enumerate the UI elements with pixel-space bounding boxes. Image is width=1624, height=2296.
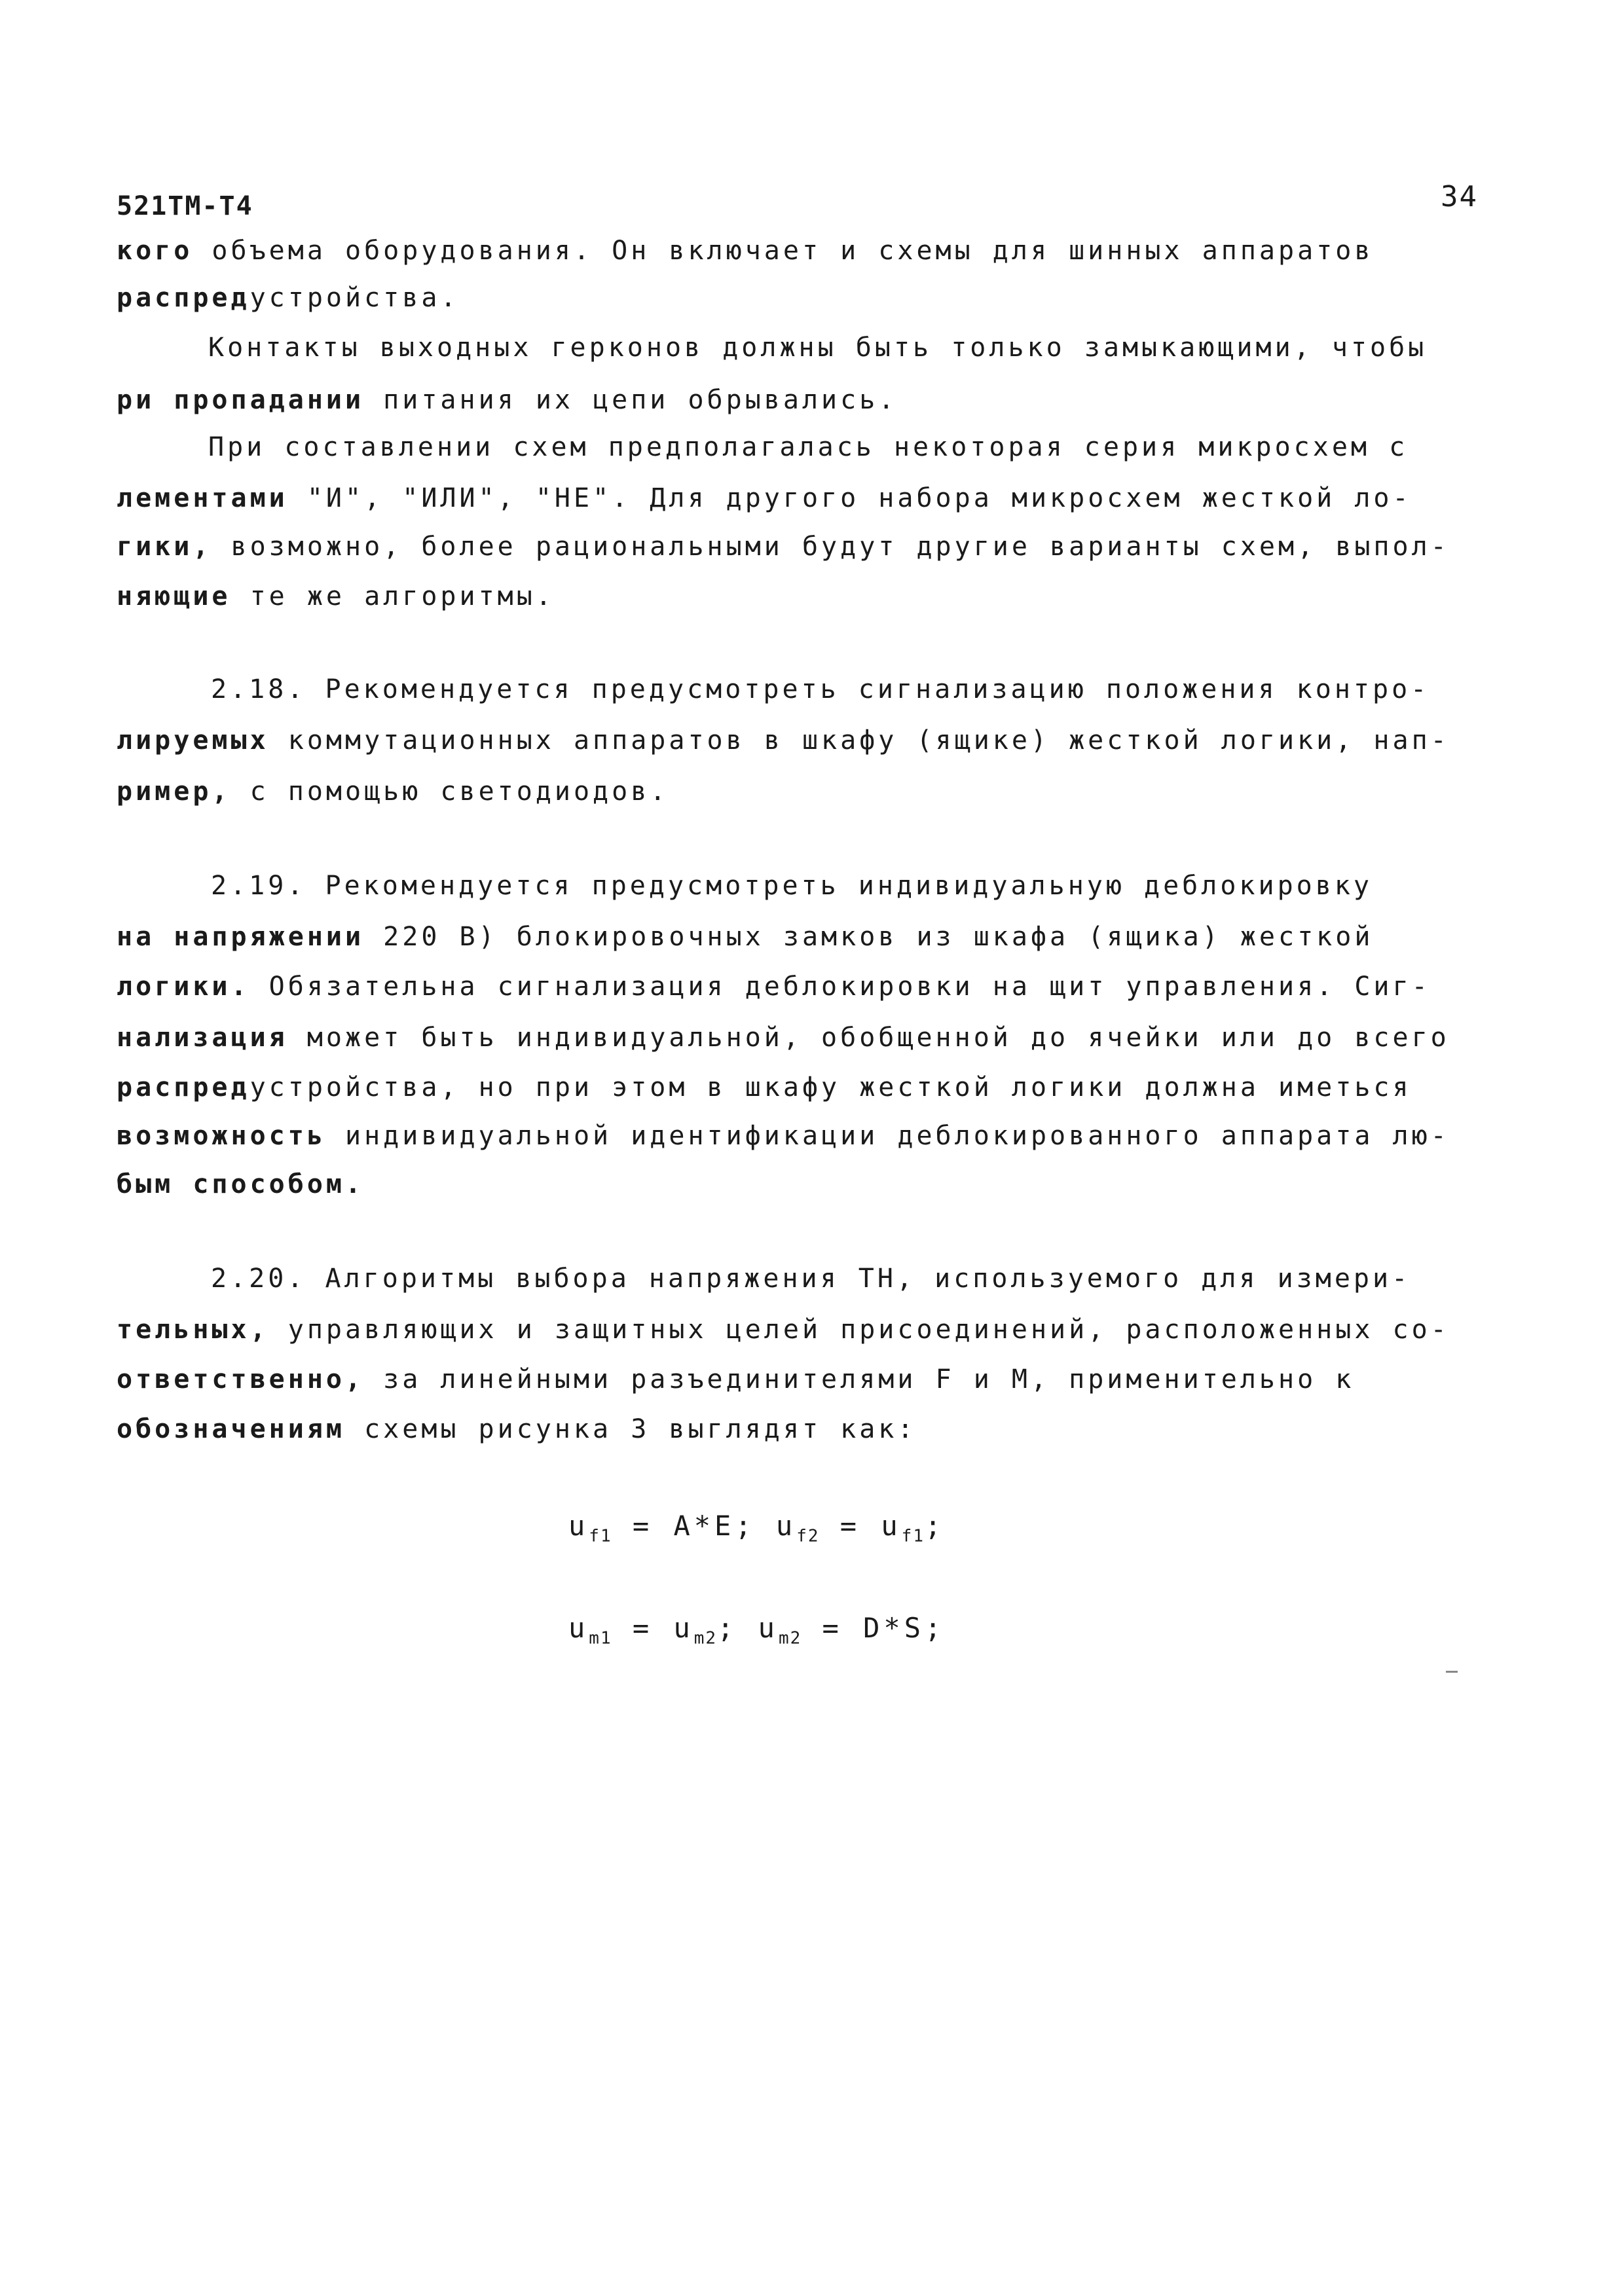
text-line: тельных, управляющих и защитных целей присоединений, расположенных со- <box>117 1315 1450 1345</box>
scan-mark <box>1446 1671 1458 1673</box>
page-number: 34 <box>1441 180 1478 213</box>
text-line: 2.20. Алгоритмы выбора напряжения ТН, используемого для измери- <box>211 1264 1411 1294</box>
text-line: логики. Обязательна сигнализация деблокировки на щит управления. Сиг- <box>117 972 1431 1002</box>
text-line: няющие те же алгоритмы. <box>117 581 555 611</box>
text-line: 2.19. Рекомендуется предусмотреть индивидуальную деблокировку <box>211 871 1373 901</box>
text-line: Контакты выходных герконов должны быть только замыкающими, чтобы <box>208 333 1428 363</box>
text-line: распредустройства. <box>117 283 460 313</box>
text-line: возможность индивидуальной идентификации деблокированного аппарата лю- <box>117 1121 1450 1151</box>
text-line: гики, возможно, более рациональными будут другие варианты схем, выпол- <box>117 532 1450 562</box>
text-line: бым способом. <box>117 1169 365 1199</box>
text-line: 2.18. Рекомендуется предусмотреть сигнализацию положения контро- <box>211 674 1430 704</box>
text-line: нализация может быть индивидуальной, обобщенной до ячейки или до всего <box>117 1023 1450 1053</box>
text-line: лируемых коммутационных аппаратов в шкафу (ящике) жесткой логики, нап- <box>117 725 1450 756</box>
text-line: распредустройства, но при этом в шкафу жесткой логики должна иметься <box>117 1072 1412 1102</box>
formula-line: $u_{m1} = u_{m2}$; $u_{m2} = D*S$; <box>568 1612 946 1649</box>
text-line: ответственно, за линейными разъединителями F и М, применительно к <box>117 1364 1355 1394</box>
text-line: ри пропадании питания их цепи обрывались. <box>117 385 898 415</box>
text-line: кого объема оборудования. Он включает и схемы для шинных аппаратов <box>117 236 1374 266</box>
text-line: на напряжении 220 В) блокировочных замков из шкафа (ящика) жесткой <box>117 922 1374 952</box>
document-code: 521ТМ-Т4 <box>117 191 253 221</box>
text-line: ример, с помощью светодиодов. <box>117 776 669 807</box>
text-line: обозначениям схемы рисунка 3 выглядят как: <box>117 1414 917 1444</box>
text-line: При составлении схем предполагалась некоторая серия микросхем с <box>208 432 1409 462</box>
formula-line: $u_{f1} = A*E$; $u_{f2} = u_{f1}$; <box>568 1510 946 1546</box>
text-line: лементами "И", "ИЛИ", "НЕ". Для другого набора микросхем жесткой ло- <box>117 483 1412 513</box>
